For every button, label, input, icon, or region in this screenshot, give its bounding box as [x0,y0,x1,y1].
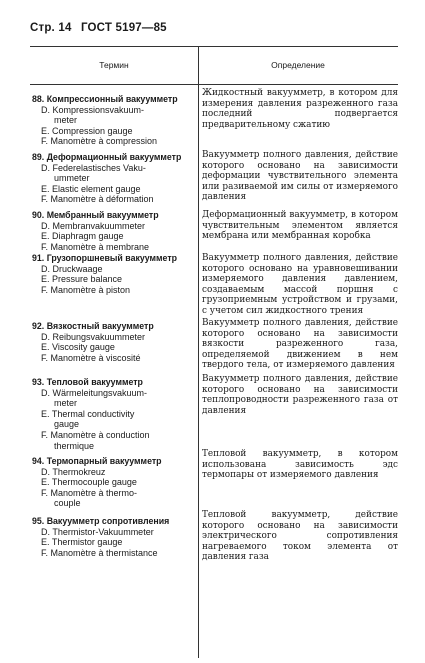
definition-cell [202,374,398,416]
definition-text: Жидкостный вакуумметр, в котором для измерения давления разреженного газа последний подвергается предварительному сжатию [202,88,398,130]
standard-code: ГОСТ 5197—85 [80,22,167,34]
term-cell [32,94,196,147]
term-equivalent-fr: F. Manomètre à viscosité [41,352,141,363]
term-cell [32,152,196,205]
definition-cell [202,88,398,130]
term-equivalent-de-cont: ummeter [54,173,90,184]
term-equivalent-fr: F. Manomètre à compression [41,136,158,147]
definition-text: Вакуумметр полного давления, действие которого основано на уравновешивании измеряемого давления давлением, создаваемым массой поршня с грузоприемным устройством и грузами, с учетом сил жидкостного трения [202,253,398,316]
term-cell [32,253,196,295]
definition-text: Тепловой вакуумметр, в котором использована зависимость эдс термопары от измеряемого давления [202,449,398,481]
term-title: 88. Компрессионный вакуумметр [32,94,178,104]
page-header [30,22,173,34]
term-equivalent-en-cont: gauge [54,419,80,430]
term-title: 91. Грузопоршневый вакуумметр [32,253,177,263]
term-equivalent-de-cont: meter [54,398,78,409]
definition-cell [202,449,398,481]
term-title: 89. Деформационный вакуумметр [32,152,182,162]
term-equivalent-fr: F. Manomètre à thermo- [41,487,138,498]
term-equivalent-de: D. Reibungsvakuummeter [41,331,146,342]
term-equivalent-de: D. Thermistor-Vakuummeter [41,526,154,537]
term-cell [32,210,196,252]
terms-table [30,46,398,658]
term-title: 95. Вакуумметр сопротивления [32,516,170,526]
term-cell [32,516,196,558]
term-equivalent-fr-cont: couple [54,498,81,509]
term-equivalent-en: E. Thermocouple gauge [41,477,137,488]
table-header-rule [30,84,398,85]
term-equivalent-fr: F. Manomètre à déformation [41,194,154,205]
column-divider [198,46,199,658]
term-equivalent-en: E. Thermal conductivity [41,408,135,419]
definition-cell [202,253,398,317]
term-title: 90. Мембранный вакуумметр [32,210,159,220]
term-cell [32,321,196,363]
term-equivalent-en: E. Compression gauge [41,125,133,136]
term-title: 93. Тепловой вакуумметр [32,377,143,387]
term-title: 92. Вязкостный вакуумметр [32,321,154,331]
term-equivalent-fr: F. Manomètre à membrane [41,241,150,252]
term-equivalent-fr: F. Manomètre à conduction [41,429,150,440]
definition-text: Деформационный вакуумметр, в котором чувствительным элементом является мембрана или мембранная коробка [202,210,398,242]
definition-cell [202,318,398,371]
term-equivalent-de: D. Kompressionsvakuum- [41,104,145,115]
term-equivalent-de: D. Thermokreuz [41,466,106,477]
term-equivalent-fr-cont: thermique [54,440,95,451]
definition-cell [202,510,398,563]
term-equivalent-de-cont: meter [54,115,78,126]
term-equivalent-de: D. Membranvakuummeter [41,220,146,231]
term-equivalent-en: E. Elastic element gauge [41,183,141,194]
definition-text: Вакуумметр полного давления, действие которого основано на зависимости деформации чувствительного элемента или разиваемой им силы от измеряемого давления [202,150,398,203]
term-cell [32,377,196,451]
term-cell [32,456,196,509]
definition-cell [202,210,398,242]
column-header-term: Термин [99,60,129,70]
term-title: 94. Термопарный вакуумметр [32,456,162,466]
term-equivalent-de: D. Wärmeleitungsvakuum- [41,387,148,398]
term-equivalent-en: E. Pressure balance [41,274,123,285]
definition-text: Вакуумметр полного давления, действие которого основано на зависимости вязкости разреженного газа, определяемой движением в нем твердого тела, от измеряемого давления [202,318,398,371]
term-equivalent-fr: F. Manomètre à piston [41,284,131,295]
term-equivalent-en: E. Diaphragm gauge [41,231,124,242]
term-equivalent-en: E. Thermistor gauge [41,537,123,548]
column-header-definition: Определение [271,60,325,70]
term-equivalent-de: D. Federelastisches Vaku- [41,162,146,173]
definition-cell [202,150,398,203]
page-number: Стр. 14 [30,22,72,34]
definition-text: Вакуумметр полного давления, действие которого основано на зависимости теплопроводности разреженного газа от давления [202,374,398,416]
term-equivalent-de: D. Druckwaage [41,263,103,274]
term-equivalent-en: E. Viscosity gauge [41,342,115,353]
term-equivalent-fr: F. Manomètre à thermistance [41,547,158,558]
definition-text: Тепловой вакуумметр, действие которого основано на зависимости электрического сопротивления нагреваемого током элемента от давления газа [202,510,398,563]
